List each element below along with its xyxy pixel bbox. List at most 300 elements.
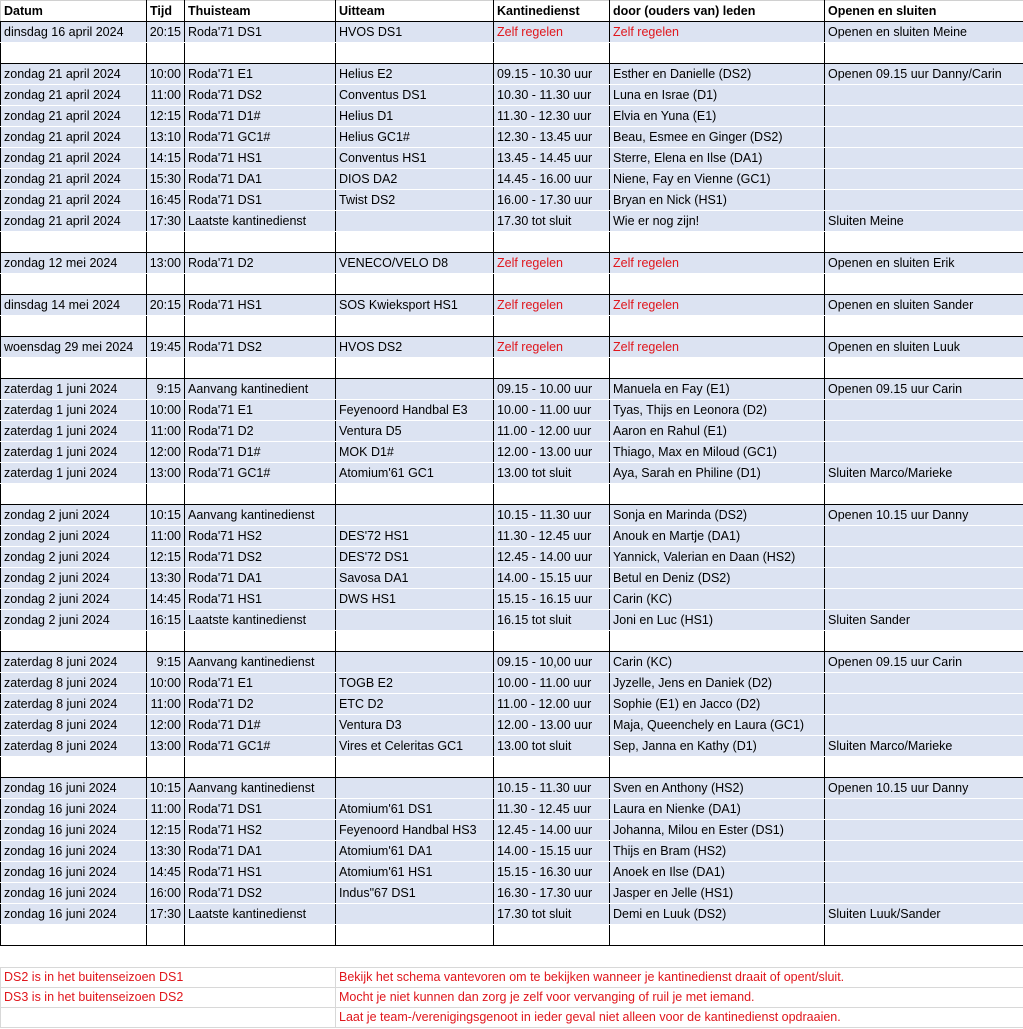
column-header[interactable]: door (ouders van) leden [610,1,825,22]
empty-cell[interactable] [147,925,185,946]
empty-cell[interactable] [1,358,147,379]
table-cell[interactable]: zondag 21 april 2024 [1,169,147,190]
table-cell[interactable]: 10:15 [147,778,185,799]
table-cell[interactable]: zondag 16 juni 2024 [1,904,147,925]
table-cell[interactable]: 13.00 tot sluit [494,463,610,484]
table-cell[interactable]: 12:15 [147,547,185,568]
table-cell[interactable]: Elvia en Yuna (E1) [610,106,825,127]
table-cell[interactable]: Sluiten Sander [825,610,1023,631]
table-cell[interactable]: 13.45 - 14.45 uur [494,148,610,169]
table-cell[interactable] [825,421,1023,442]
table-cell[interactable]: Atomium'61 HS1 [336,862,494,883]
table-cell[interactable]: Carin (KC) [610,652,825,673]
empty-cell[interactable] [825,358,1023,379]
empty-cell[interactable] [494,274,610,295]
table-cell[interactable]: 09.15 - 10.00 uur [494,379,610,400]
column-header[interactable]: Uitteam [336,1,494,22]
table-cell[interactable]: 20:15 [147,295,185,316]
table-cell[interactable]: 15.15 - 16.15 uur [494,589,610,610]
table-cell[interactable] [825,820,1023,841]
table-cell[interactable]: HVOS DS1 [336,22,494,43]
table-cell[interactable]: zondag 21 april 2024 [1,106,147,127]
table-cell[interactable]: Johanna, Milou en Ester (DS1) [610,820,825,841]
table-cell[interactable]: zondag 21 april 2024 [1,148,147,169]
table-cell[interactable] [336,379,494,400]
table-cell[interactable] [825,148,1023,169]
table-cell[interactable]: zondag 16 juni 2024 [1,820,147,841]
table-cell[interactable]: Sonja en Marinda (DS2) [610,505,825,526]
table-cell[interactable]: Aanvang kantinedienst [185,778,336,799]
table-cell[interactable] [825,106,1023,127]
table-cell[interactable] [336,610,494,631]
table-cell[interactable]: Sluiten Marco/Marieke [825,736,1023,757]
table-cell[interactable]: 13.00 tot sluit [494,736,610,757]
empty-cell[interactable] [147,631,185,652]
table-cell[interactable]: 10:00 [147,400,185,421]
table-cell[interactable]: Aaron en Rahul (E1) [610,421,825,442]
table-cell[interactable]: 17:30 [147,211,185,232]
table-cell[interactable]: Zelf regelen [494,253,610,274]
table-cell[interactable]: zondag 16 juni 2024 [1,862,147,883]
table-cell[interactable]: Helius GC1# [336,127,494,148]
table-cell[interactable]: Roda'71 DS2 [185,883,336,904]
table-cell[interactable]: 16:00 [147,883,185,904]
table-cell[interactable]: Roda'71 D2 [185,421,336,442]
table-cell[interactable]: Roda'71 E1 [185,673,336,694]
table-cell[interactable] [825,862,1023,883]
table-cell[interactable]: 11:00 [147,694,185,715]
empty-cell[interactable] [494,757,610,778]
table-cell[interactable]: Roda'71 DS1 [185,799,336,820]
table-cell[interactable]: Atomium'61 DS1 [336,799,494,820]
table-cell[interactable]: zondag 16 juni 2024 [1,778,147,799]
empty-cell[interactable] [494,316,610,337]
table-cell[interactable]: Zelf regelen [610,22,825,43]
empty-cell[interactable] [336,358,494,379]
empty-cell[interactable] [1,232,147,253]
table-cell[interactable]: zondag 16 juni 2024 [1,799,147,820]
table-cell[interactable]: Conventus DS1 [336,85,494,106]
table-cell[interactable]: 12:00 [147,442,185,463]
table-cell[interactable]: 9:15 [147,652,185,673]
table-cell[interactable] [825,883,1023,904]
empty-cell[interactable] [825,274,1023,295]
table-cell[interactable]: 16:15 [147,610,185,631]
table-cell[interactable] [825,799,1023,820]
empty-cell[interactable] [610,43,825,64]
empty-cell[interactable] [825,757,1023,778]
table-cell[interactable]: Jasper en Jelle (HS1) [610,883,825,904]
table-cell[interactable]: TOGB E2 [336,673,494,694]
table-cell[interactable]: 16.15 tot sluit [494,610,610,631]
table-cell[interactable]: Laura en Nienke (DA1) [610,799,825,820]
table-cell[interactable]: Ventura D3 [336,715,494,736]
table-cell[interactable]: Openen en sluiten Luuk [825,337,1023,358]
table-cell[interactable]: zaterdag 8 juni 2024 [1,736,147,757]
table-cell[interactable]: Roda'71 GC1# [185,736,336,757]
empty-cell[interactable] [147,484,185,505]
table-cell[interactable] [825,169,1023,190]
table-cell[interactable]: DES'72 DS1 [336,547,494,568]
table-cell[interactable]: Sophie (E1) en Jacco (D2) [610,694,825,715]
empty-cell[interactable] [336,484,494,505]
table-cell[interactable]: Roda'71 GC1# [185,127,336,148]
table-cell[interactable]: Sluiten Meine [825,211,1023,232]
table-cell[interactable]: Roda'71 D2 [185,694,336,715]
table-cell[interactable]: SOS Kwieksport HS1 [336,295,494,316]
table-cell[interactable]: DWS HS1 [336,589,494,610]
table-cell[interactable]: Bryan en Nick (HS1) [610,190,825,211]
empty-cell[interactable] [147,43,185,64]
empty-cell[interactable] [610,631,825,652]
table-cell[interactable]: Helius E2 [336,64,494,85]
table-cell[interactable]: zondag 12 mei 2024 [1,253,147,274]
column-header[interactable]: Datum [1,1,147,22]
table-cell[interactable]: 11.30 - 12.30 uur [494,106,610,127]
table-cell[interactable]: zondag 2 juni 2024 [1,505,147,526]
note-cell[interactable] [1,1008,336,1028]
table-cell[interactable]: Aanvang kantinedient [185,379,336,400]
table-cell[interactable]: Beau, Esmee en Ginger (DS2) [610,127,825,148]
table-cell[interactable]: 15:30 [147,169,185,190]
table-cell[interactable]: zaterdag 1 juni 2024 [1,442,147,463]
table-cell[interactable]: 13:00 [147,253,185,274]
empty-cell[interactable] [185,232,336,253]
empty-cell[interactable] [610,757,825,778]
empty-cell[interactable] [147,316,185,337]
table-cell[interactable]: Zelf regelen [494,22,610,43]
table-cell[interactable]: Atomium'61 GC1 [336,463,494,484]
empty-cell[interactable] [610,484,825,505]
empty-cell[interactable] [185,274,336,295]
empty-cell[interactable] [610,316,825,337]
table-cell[interactable]: 14.00 - 15.15 uur [494,568,610,589]
table-cell[interactable]: zondag 16 juni 2024 [1,883,147,904]
empty-cell[interactable] [1,757,147,778]
table-cell[interactable]: 9:15 [147,379,185,400]
table-cell[interactable]: Esther en Danielle (DS2) [610,64,825,85]
table-cell[interactable]: zaterdag 8 juni 2024 [1,694,147,715]
empty-cell[interactable] [825,631,1023,652]
column-header[interactable]: Kantinedienst [494,1,610,22]
table-cell[interactable]: Feyenoord Handbal E3 [336,400,494,421]
empty-cell[interactable] [494,358,610,379]
table-cell[interactable]: 13:10 [147,127,185,148]
table-cell[interactable]: Ventura D5 [336,421,494,442]
table-cell[interactable]: Roda'71 DA1 [185,169,336,190]
table-cell[interactable] [825,85,1023,106]
table-cell[interactable]: Zelf regelen [494,295,610,316]
note-cell[interactable]: Laat je team-/verenigingsgenoot in ieder geval niet alleen voor de kantinedienst opdraaien. [336,1008,1023,1028]
table-cell[interactable]: 10.15 - 11.30 uur [494,778,610,799]
table-cell[interactable]: Openen en sluiten Sander [825,295,1023,316]
table-cell[interactable]: Roda'71 HS2 [185,820,336,841]
table-cell[interactable]: zondag 21 april 2024 [1,64,147,85]
table-cell[interactable]: zondag 16 juni 2024 [1,841,147,862]
table-cell[interactable]: 11.30 - 12.45 uur [494,526,610,547]
table-cell[interactable]: Feyenoord Handbal HS3 [336,820,494,841]
column-header[interactable]: Thuisteam [185,1,336,22]
empty-cell[interactable] [610,232,825,253]
table-cell[interactable] [825,841,1023,862]
table-cell[interactable]: zondag 2 juni 2024 [1,589,147,610]
table-cell[interactable] [825,127,1023,148]
table-cell[interactable]: Zelf regelen [610,337,825,358]
table-cell[interactable]: Laatste kantinedienst [185,211,336,232]
table-cell[interactable] [825,694,1023,715]
table-cell[interactable]: Roda'71 DS2 [185,547,336,568]
table-cell[interactable]: Openen 09.15 uur Carin [825,379,1023,400]
table-cell[interactable]: zondag 2 juni 2024 [1,568,147,589]
table-cell[interactable]: Openen 10.15 uur Danny [825,505,1023,526]
empty-cell[interactable] [1,274,147,295]
table-cell[interactable]: zaterdag 1 juni 2024 [1,463,147,484]
table-cell[interactable]: 12.00 - 13.00 uur [494,715,610,736]
table-cell[interactable]: Roda'71 DS2 [185,337,336,358]
table-cell[interactable] [336,211,494,232]
empty-cell[interactable] [147,358,185,379]
table-cell[interactable]: 10.00 - 11.00 uur [494,673,610,694]
table-cell[interactable]: 14:45 [147,589,185,610]
empty-cell[interactable] [1,316,147,337]
table-cell[interactable]: zondag 2 juni 2024 [1,610,147,631]
table-cell[interactable]: Manuela en Fay (E1) [610,379,825,400]
table-cell[interactable]: 16:45 [147,190,185,211]
table-cell[interactable]: 12.45 - 14.00 uur [494,547,610,568]
table-cell[interactable]: Sterre, Elena en Ilse (DA1) [610,148,825,169]
table-cell[interactable]: woensdag 29 mei 2024 [1,337,147,358]
table-cell[interactable]: zondag 2 juni 2024 [1,547,147,568]
table-cell[interactable]: Jyzelle, Jens en Daniek (D2) [610,673,825,694]
table-cell[interactable] [825,673,1023,694]
table-cell[interactable]: 11:00 [147,526,185,547]
table-cell[interactable]: Anouk en Martje (DA1) [610,526,825,547]
empty-cell[interactable] [610,274,825,295]
empty-cell[interactable] [336,316,494,337]
table-cell[interactable]: 10.30 - 11.30 uur [494,85,610,106]
table-cell[interactable]: 11.00 - 12.00 uur [494,421,610,442]
table-cell[interactable]: Betul en Deniz (DS2) [610,568,825,589]
table-cell[interactable]: Openen 09.15 uur Carin [825,652,1023,673]
table-cell[interactable]: Joni en Luc (HS1) [610,610,825,631]
table-cell[interactable]: 09.15 - 10.30 uur [494,64,610,85]
table-cell[interactable]: Carin (KC) [610,589,825,610]
table-cell[interactable] [825,715,1023,736]
empty-cell[interactable] [825,316,1023,337]
table-cell[interactable]: Roda'71 HS1 [185,589,336,610]
table-cell[interactable]: Zelf regelen [494,337,610,358]
table-cell[interactable]: Zelf regelen [610,253,825,274]
table-cell[interactable] [825,526,1023,547]
table-cell[interactable]: 10:00 [147,64,185,85]
table-cell[interactable]: zaterdag 8 juni 2024 [1,673,147,694]
table-cell[interactable]: 20:15 [147,22,185,43]
table-cell[interactable]: zaterdag 1 juni 2024 [1,421,147,442]
table-cell[interactable]: 12.45 - 14.00 uur [494,820,610,841]
table-cell[interactable]: 13:30 [147,568,185,589]
table-cell[interactable]: 12:00 [147,715,185,736]
table-cell[interactable]: Roda'71 GC1# [185,463,336,484]
table-cell[interactable] [825,190,1023,211]
table-cell[interactable]: Aanvang kantinedienst [185,652,336,673]
table-cell[interactable]: ETC D2 [336,694,494,715]
table-cell[interactable]: Wie er nog zijn! [610,211,825,232]
empty-cell[interactable] [147,274,185,295]
table-cell[interactable] [825,547,1023,568]
table-cell[interactable]: Roda'71 DS2 [185,85,336,106]
table-cell[interactable]: Aya, Sarah en Philine (D1) [610,463,825,484]
table-cell[interactable]: zondag 21 april 2024 [1,211,147,232]
table-cell[interactable]: Openen 09.15 uur Danny/Carin [825,64,1023,85]
table-cell[interactable]: Zelf regelen [610,295,825,316]
table-cell[interactable]: 13:30 [147,841,185,862]
table-cell[interactable] [336,652,494,673]
table-cell[interactable]: MOK D1# [336,442,494,463]
table-cell[interactable]: Roda'71 DA1 [185,841,336,862]
table-cell[interactable]: 13:00 [147,463,185,484]
table-cell[interactable]: Roda'71 D1# [185,715,336,736]
empty-cell[interactable] [1,925,147,946]
note-cell[interactable]: Mocht je niet kunnen dan zorg je zelf voor vervanging of ruil je met iemand. [336,988,1023,1008]
table-cell[interactable]: 17.30 tot sluit [494,904,610,925]
table-cell[interactable]: Vires et Celeritas GC1 [336,736,494,757]
table-cell[interactable] [825,442,1023,463]
table-cell[interactable]: 14.45 - 16.00 uur [494,169,610,190]
table-cell[interactable]: Maja, Queenchely en Laura (GC1) [610,715,825,736]
table-cell[interactable]: Sep, Janna en Kathy (D1) [610,736,825,757]
table-cell[interactable]: Sluiten Luuk/Sander [825,904,1023,925]
column-header[interactable]: Openen en sluiten [825,1,1023,22]
table-cell[interactable]: Savosa DA1 [336,568,494,589]
table-cell[interactable]: Luna en Israe (D1) [610,85,825,106]
empty-cell[interactable] [336,274,494,295]
empty-cell[interactable] [494,925,610,946]
table-cell[interactable] [336,778,494,799]
table-cell[interactable]: Roda'71 HS1 [185,295,336,316]
table-cell[interactable]: Indus"67 DS1 [336,883,494,904]
table-cell[interactable]: 12:15 [147,820,185,841]
table-cell[interactable]: zondag 2 juni 2024 [1,526,147,547]
table-cell[interactable]: 10:00 [147,673,185,694]
table-cell[interactable]: Niene, Fay en Vienne (GC1) [610,169,825,190]
empty-cell[interactable] [494,232,610,253]
table-cell[interactable]: Roda'71 D1# [185,106,336,127]
table-cell[interactable]: 14:45 [147,862,185,883]
table-cell[interactable]: Openen 10.15 uur Danny [825,778,1023,799]
empty-cell[interactable] [147,232,185,253]
table-cell[interactable]: Roda'71 DS1 [185,190,336,211]
empty-cell[interactable] [610,358,825,379]
table-cell[interactable]: 13:00 [147,736,185,757]
table-cell[interactable]: 17:30 [147,904,185,925]
table-cell[interactable]: Openen en sluiten Meine [825,22,1023,43]
table-cell[interactable]: 16.00 - 17.30 uur [494,190,610,211]
empty-cell[interactable] [825,232,1023,253]
table-cell[interactable]: Roda'71 DA1 [185,568,336,589]
table-cell[interactable]: Sven en Anthony (HS2) [610,778,825,799]
table-cell[interactable]: zaterdag 8 juni 2024 [1,715,147,736]
table-cell[interactable]: dinsdag 14 mei 2024 [1,295,147,316]
table-cell[interactable]: Demi en Luuk (DS2) [610,904,825,925]
table-cell[interactable]: 15.15 - 16.30 uur [494,862,610,883]
empty-cell[interactable] [610,925,825,946]
empty-cell[interactable] [1,43,147,64]
table-cell[interactable]: Roda'71 HS2 [185,526,336,547]
empty-cell[interactable] [825,925,1023,946]
note-cell[interactable]: Bekijk het schema vantevoren om te bekijken wanneer je kantinedienst draait of opent/sluit. [336,968,1023,988]
table-cell[interactable]: 17.30 tot sluit [494,211,610,232]
table-cell[interactable]: Roda'71 E1 [185,400,336,421]
empty-cell[interactable] [336,232,494,253]
empty-cell[interactable] [185,757,336,778]
table-cell[interactable]: zondag 21 april 2024 [1,190,147,211]
table-cell[interactable]: zondag 21 april 2024 [1,127,147,148]
empty-cell[interactable] [185,316,336,337]
table-cell[interactable]: Yannick, Valerian en Daan (HS2) [610,547,825,568]
empty-cell[interactable] [185,358,336,379]
empty-cell[interactable] [185,484,336,505]
table-cell[interactable]: 12.30 - 13.45 uur [494,127,610,148]
empty-cell[interactable] [185,631,336,652]
empty-cell[interactable] [336,631,494,652]
table-cell[interactable]: Roda'71 D2 [185,253,336,274]
empty-cell[interactable] [336,925,494,946]
empty-cell[interactable] [147,757,185,778]
table-cell[interactable] [336,904,494,925]
table-cell[interactable]: zaterdag 1 juni 2024 [1,400,147,421]
table-cell[interactable]: 10.15 - 11.30 uur [494,505,610,526]
empty-cell[interactable] [494,484,610,505]
table-cell[interactable]: Laatste kantinedienst [185,904,336,925]
table-cell[interactable]: Conventus HS1 [336,148,494,169]
table-cell[interactable]: Twist DS2 [336,190,494,211]
table-cell[interactable]: zondag 21 april 2024 [1,85,147,106]
table-cell[interactable]: zaterdag 1 juni 2024 [1,379,147,400]
empty-cell[interactable] [336,757,494,778]
empty-cell[interactable] [1,484,147,505]
table-cell[interactable]: 14:15 [147,148,185,169]
table-cell[interactable] [825,568,1023,589]
empty-cell[interactable] [185,925,336,946]
table-cell[interactable]: 16.30 - 17.30 uur [494,883,610,904]
table-cell[interactable]: VENECO/VELO D8 [336,253,494,274]
empty-cell[interactable] [825,484,1023,505]
table-cell[interactable]: 12.00 - 13.00 uur [494,442,610,463]
table-cell[interactable]: Roda'71 D1# [185,442,336,463]
note-cell[interactable]: DS3 is in het buitenseizoen DS2 [1,988,336,1008]
table-cell[interactable]: Helius D1 [336,106,494,127]
table-cell[interactable]: 11.00 - 12.00 uur [494,694,610,715]
column-header[interactable]: Tijd [147,1,185,22]
table-cell[interactable]: 19:45 [147,337,185,358]
empty-cell[interactable] [494,43,610,64]
table-cell[interactable]: Sluiten Marco/Marieke [825,463,1023,484]
table-cell[interactable]: 14.00 - 15.15 uur [494,841,610,862]
table-cell[interactable]: 11.30 - 12.45 uur [494,799,610,820]
table-cell[interactable]: 10:15 [147,505,185,526]
table-cell[interactable]: zaterdag 8 juni 2024 [1,652,147,673]
table-cell[interactable] [825,400,1023,421]
table-cell[interactable]: DIOS DA2 [336,169,494,190]
empty-cell[interactable] [494,631,610,652]
empty-cell[interactable] [1,631,147,652]
table-cell[interactable]: Tyas, Thijs en Leonora (D2) [610,400,825,421]
table-cell[interactable]: Aanvang kantinedienst [185,505,336,526]
table-cell[interactable]: Roda'71 E1 [185,64,336,85]
empty-cell[interactable] [185,43,336,64]
table-cell[interactable]: Roda'71 HS1 [185,862,336,883]
table-cell[interactable]: 09.15 - 10,00 uur [494,652,610,673]
